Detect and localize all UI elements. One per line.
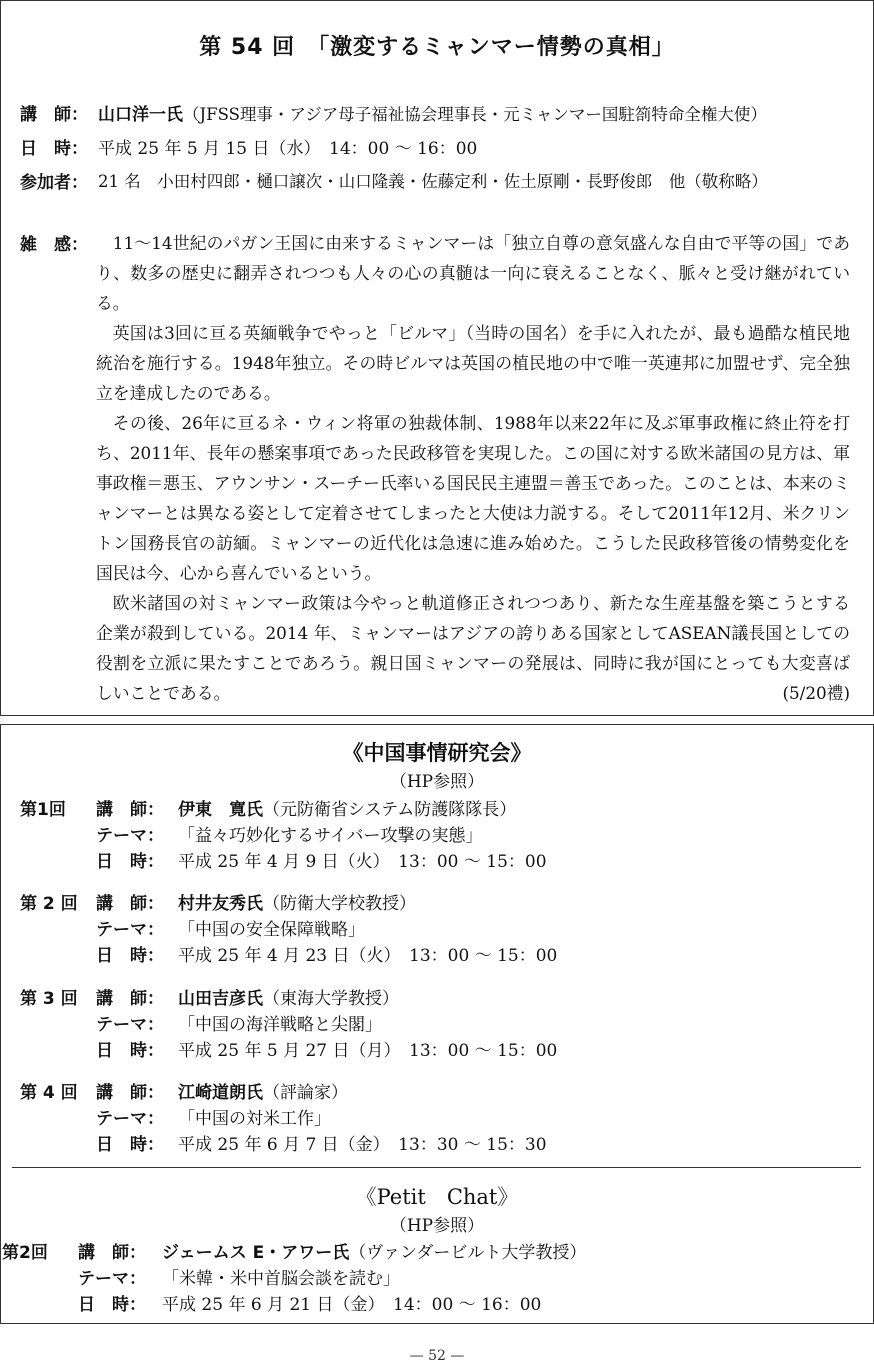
- page-number: — 52 —: [409, 1348, 465, 1364]
- signature: (5/20禮): [782, 683, 850, 703]
- session-speaker-affiliation: （防衛大学校教授）: [263, 894, 416, 914]
- session-theme-label: テーマ：: [96, 1015, 164, 1035]
- session-speaker-affiliation: （評論家）: [263, 1083, 348, 1103]
- session-speaker: [178, 889, 416, 914]
- paragraph: 11〜14世紀のパガン王国に由来するミャンマーは「独立自尊の意気盛んな自由で平等の国」であり、数多の歴史に翻弄されつつも人々の心の真髄は一向に衰えることなく、脈々と受け継がれている。: [96, 233, 850, 313]
- session-theme: 「益々巧妙化するサイバー攻撃の実態」: [178, 826, 483, 846]
- session-theme-label: テーマ：: [96, 920, 164, 940]
- session-date: 平成 25 年 4 月 23 日（火） 13：00 〜 15：00: [178, 946, 558, 966]
- speaker-name: 山口洋一氏: [98, 105, 183, 125]
- session-speaker-name: 山田吉彦氏: [178, 989, 263, 1009]
- session-date-label: 日 時：: [96, 1041, 164, 1061]
- session-date-label: 日 時：: [96, 946, 164, 966]
- petit-speaker-label: 講 師：: [78, 1243, 146, 1263]
- petit-session-number: 第2回: [2, 1243, 48, 1263]
- speaker-affiliation: （JFSS理事・アジア母子福祉協会理事長・元ミャンマー国駐箚特命全権大使）: [183, 105, 767, 124]
- session-theme: 「中国の海洋戦略と尖閣」: [178, 1015, 382, 1035]
- paragraph: [96, 588, 850, 708]
- session-theme-label: テーマ：: [96, 826, 164, 846]
- session-speaker: [178, 795, 516, 820]
- session-number: 第 2 回: [20, 894, 78, 914]
- session-theme: 「中国の安全保障戦略」: [178, 920, 365, 940]
- session-number: 第 4 回: [20, 1083, 78, 1103]
- petit-title: 《Petit Chat》: [355, 1185, 519, 1209]
- participants-label: 参加者：: [20, 173, 88, 193]
- report-title: 第 54 回 「激変するミャンマー情勢の真相」: [199, 35, 675, 60]
- petit-speaker-name: ジェームス E・アワー氏: [162, 1243, 350, 1263]
- china-title: 《中国事情研究会》: [342, 741, 532, 765]
- session-speaker-affiliation: （元防衛省システム防護隊隊長）: [263, 800, 517, 820]
- speaker-label: 講 師：: [20, 105, 88, 125]
- petit-theme-label: テーマ：: [78, 1269, 146, 1289]
- participants-value: 21 名 小田村四郎・樋口譲次・山口隆義・佐藤定利・佐土原剛・長野俊郎 他（敬称略）: [98, 172, 768, 191]
- impressions-label: 雑 感：: [20, 235, 88, 255]
- session-speaker-label: 講 師：: [96, 800, 164, 820]
- date-label: 日 時：: [20, 139, 88, 159]
- date-value: 平成 25 年 5 月 15 日（水） 14：00 〜 16：00: [98, 139, 478, 159]
- petit-note: （HP参照）: [389, 1216, 485, 1236]
- session-date: 平成 25 年 5 月 27 日（月） 13：00 〜 15：00: [178, 1041, 558, 1061]
- session-speaker-name: 村井友秀氏: [178, 894, 263, 914]
- session-date: 平成 25 年 6 月 7 日（金） 13：30 〜 15：30: [178, 1135, 547, 1155]
- session-date: 平成 25 年 4 月 9 日（火） 13：00 〜 15：00: [178, 852, 547, 872]
- china-note: （HP参照）: [389, 772, 485, 792]
- session-speaker-label: 講 師：: [96, 894, 164, 914]
- session-speaker-label: 講 師：: [96, 989, 164, 1009]
- session-date-label: 日 時：: [96, 852, 164, 872]
- paragraph-text: 欧米諸国の対ミャンマー政策は今やっと軌道修正されつつあり、新たな生産基盤を築こうとする企業が殺到している。2014 年、ミャンマーはアジアの誇りある国家としてASEAN議長国としての役割を立派に果たすことであろう。親日国ミャンマーの発展は、同時に我が国にとっても大変喜ばしいことである。: [96, 593, 850, 703]
- session-speaker-name: 江崎道朗氏: [178, 1083, 263, 1103]
- petit-date: 平成 25 年 6 月 21 日（金） 14：00 〜 16：00: [162, 1295, 542, 1315]
- session-number: 第 3 回: [20, 989, 78, 1009]
- petit-theme: 「米韓・米中首脳会談を読む」: [162, 1269, 400, 1289]
- paragraph: その後、26年に亘るネ・ウィン将軍の独裁体制、1988年以来22年に及ぶ軍事政権に終止符を打ち、2011年、長年の懸案事項であった民政移管を実現した。この国に対する欧米諸国の見方は、軍事政権＝悪玉、アウンサン・スーチー氏率いる国民民主連盟＝善玉であった。このことは、本来のミャンマーとは異なる姿として定着させてしまったと大使は力説する。そして2011年12月、米クリントン国務長官の訪緬。ミャンマーの近代化は急速に進み始めた。こうした民政移管後の情勢変化を国民は今、心から喜んでいるという。: [96, 413, 850, 583]
- speaker-line: [98, 100, 767, 125]
- section-divider: [12, 1167, 861, 1168]
- session-theme: 「中国の対米工作」: [178, 1109, 331, 1129]
- session-speaker: [178, 984, 399, 1009]
- paragraph: 英国は3回に亘る英緬戦争でやっと「ビルマ」（当時の国名）を手に入れたが、最も過酷な植民地統治を施行する。1948年独立。その時ビルマは英国の植民地の中で唯一英連邦に加盟せず、完全独立を達成したのである。: [96, 323, 850, 403]
- impressions-body: [96, 228, 850, 708]
- petit-speaker: [162, 1238, 586, 1263]
- session-date-label: 日 時：: [96, 1135, 164, 1155]
- session-number: 第1回: [20, 800, 66, 820]
- petit-speaker-affiliation: （ヴァンダービルト大学教授）: [349, 1243, 587, 1263]
- session-speaker-name: 伊東 寛氏: [178, 800, 263, 820]
- session-speaker: [178, 1078, 348, 1103]
- session-theme-label: テーマ：: [96, 1109, 164, 1129]
- session-speaker-affiliation: （東海大学教授）: [263, 989, 399, 1009]
- petit-date-label: 日 時：: [78, 1295, 146, 1315]
- session-speaker-label: 講 師：: [96, 1083, 164, 1103]
